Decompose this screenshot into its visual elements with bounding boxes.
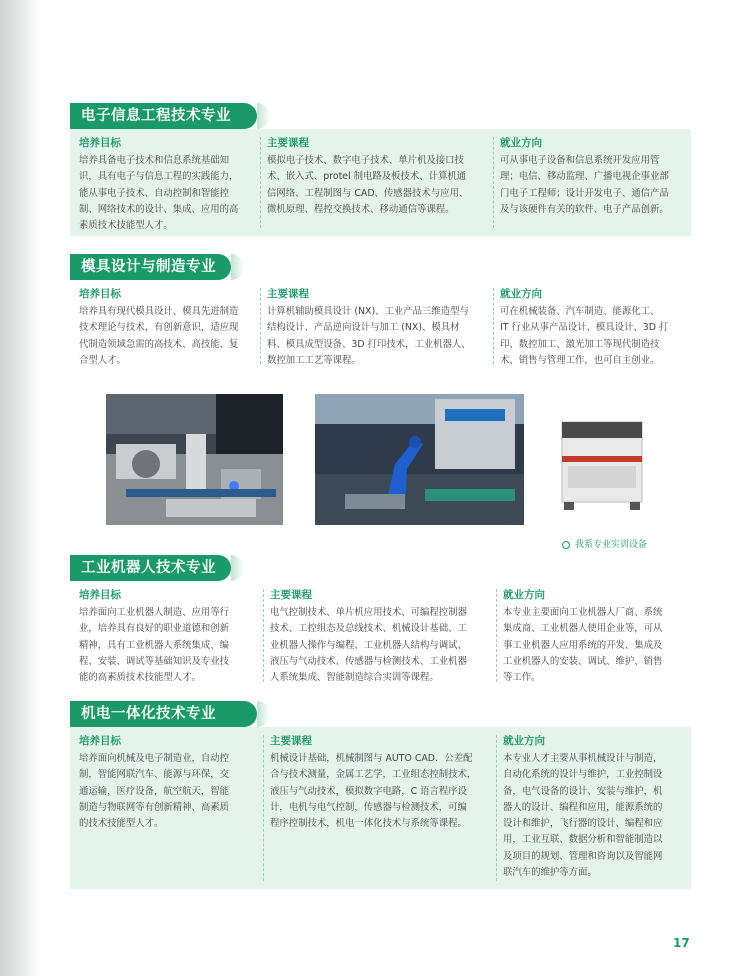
- job-column: [500, 287, 686, 369]
- course-column: [270, 588, 492, 686]
- section-industrial-robot: [70, 555, 691, 690]
- page-number: 17: [673, 936, 690, 950]
- section-panel: [70, 280, 691, 372]
- caption-bullet-icon: [562, 541, 570, 549]
- column-divider: [496, 735, 497, 881]
- training-photo-machine: [556, 394, 649, 525]
- job-heading: 就业方向: [503, 735, 545, 747]
- goal-text: 培养面向工业机器人制造、应用等行 业，培养具有良好的职业道德和创新 精神，具有工业机器人系统集成、编 程、安装、调试等基础知识及专业技 能的高素质技术技能型人才。: [79, 607, 230, 684]
- goal-column: [79, 588, 257, 686]
- course-heading: 主要课程: [267, 137, 309, 149]
- goal-column: [79, 734, 257, 832]
- page-edge-shadow: [0, 0, 40, 976]
- section-title: 电子信息工程技术专业: [70, 103, 257, 129]
- goal-column: [79, 136, 254, 234]
- goal-text: 培养具有现代模具设计、模具先进制造 技术理论与技术，有创新意识，适应现 代制造领域急需的高技术、高技能、复 合型人才。: [79, 306, 239, 366]
- column-divider: [260, 288, 261, 364]
- course-column: [267, 287, 489, 369]
- section-title: 机电一体化技术专业: [70, 701, 257, 727]
- course-text: 计算机辅助模具设计 (NX)、工业产品三维造型与 结构设计、产品逆向设计与加工 (NX)、模具材 料、模具成型设备、3D 打印技术，工业机器人、 数控加工工艺等课程。: [267, 306, 471, 366]
- job-column: [503, 588, 689, 686]
- section-panel: [70, 727, 691, 889]
- course-heading: 主要课程: [270, 589, 312, 601]
- column-divider: [263, 735, 264, 881]
- section-title: 工业机器人技术专业: [70, 555, 231, 581]
- section-title: 模具设计与制造专业: [70, 254, 231, 280]
- course-column: [267, 136, 489, 218]
- job-column: [500, 136, 686, 218]
- course-text: 电气控制技术、单片机应用技术、可编程控制器 技术、工控组态及总线技术、机械设计基础、工 业机器人操作与编程、工业机器人结构与调试、 液压与气动技术、传感器与检测技术、工业机器 人系统集成、智能制造综合实训等课程。: [270, 607, 467, 684]
- job-heading: 就业方向: [500, 288, 542, 300]
- section-mold-design: [70, 254, 691, 374]
- section-panel: [70, 581, 691, 690]
- job-heading: 就业方向: [503, 589, 545, 601]
- job-heading: 就业方向: [500, 137, 542, 149]
- column-divider: [263, 589, 264, 682]
- goal-heading: 培养目标: [79, 589, 121, 601]
- course-heading: 主要课程: [270, 735, 312, 747]
- goal-heading: 培养目标: [79, 288, 121, 300]
- section-panel: [70, 129, 691, 236]
- goal-column: [79, 287, 254, 369]
- goal-text: 培养具备电子技术和信息系统基础知 识，具有电子与信息工程的实践能力， 能从事电子技术、自动控制和智能控 制、网络技术的设计、集成、应用的高 素质技术技能型人才。: [79, 155, 239, 232]
- job-text: 可从事电子设备和信息系统开发应用管 理；电信、移动监理、广播电视企事业部 门电子工程师；设计开发电子、通信产品 及与该硬件有关的软件、电子产品创新。: [500, 155, 669, 215]
- job-text: 本专业人才主要从事机械设计与制造， 自动化系统的设计与维护，工业控制设 备，电气设备的设计、安装与维护，机 器人的设计、编程和应用，能源系统的 设计和维护，飞行器的设计、编程和应 用，工业互联、数据分析和智能制造以 及项目的规划、管理和咨询以及智能网 联汽车的维护等方面。: [503, 753, 663, 879]
- training-photo-workstation: [106, 394, 283, 525]
- photo-caption-text: 我系专业实训设备: [575, 540, 648, 550]
- photo-caption: [562, 537, 647, 550]
- column-divider: [260, 137, 261, 228]
- column-divider: [496, 589, 497, 682]
- column-divider: [493, 137, 494, 228]
- goal-heading: 培养目标: [79, 735, 121, 747]
- job-text: 可在机械装备、汽车制造、能源化工、 IT 行业从事产品设计、模具设计、3D 打 印、数控加工、激光加工等现代制造技 术、销售与管理工作，也可自主创业。: [500, 306, 669, 366]
- goal-text: 培养面向机械及电子制造业，自动控 制，智能网联汽车、能源与环保，交 通运输，医疗设备，航空航天，智能 制造与物联网等有创新精神、高素质 的技术技能型人才。: [79, 753, 230, 830]
- job-text: 本专业主要面向工业机器人厂商、系统 集成商、工业机器人使用企业等，可从 事工业机器人应用系统的开发、集成及 工业机器人的安装、调试、维护、销售 等工作。: [503, 607, 663, 684]
- course-heading: 主要课程: [267, 288, 309, 300]
- section-mechatronics: [70, 701, 691, 889]
- course-column: [270, 734, 492, 832]
- course-text: 模拟电子技术、数字电子技术、单片机及接口技 术、嵌入式、protel 制电路及板技术、计算机通 信网络、工程制图与 CAD、传感器技术与应用、 微机原理、程控交换技术、移动通信等课程。: [267, 155, 469, 215]
- goal-heading: 培养目标: [79, 137, 121, 149]
- job-column: [503, 734, 689, 881]
- column-divider: [493, 288, 494, 364]
- course-text: 机械设计基础，机械制图与 AUTO CAD．公差配 合与技术测量，金属工艺学，工业组态控制技术， 液压与气动技术，模拟数字电路，C 语言程序设 计，电机与电气控制，传感器与检测技术，可编 程序控制技术，机电一体化技术与系统等课程。: [270, 753, 477, 830]
- section-electronic-info: [70, 103, 691, 236]
- training-photo-robot-line: [315, 394, 524, 525]
